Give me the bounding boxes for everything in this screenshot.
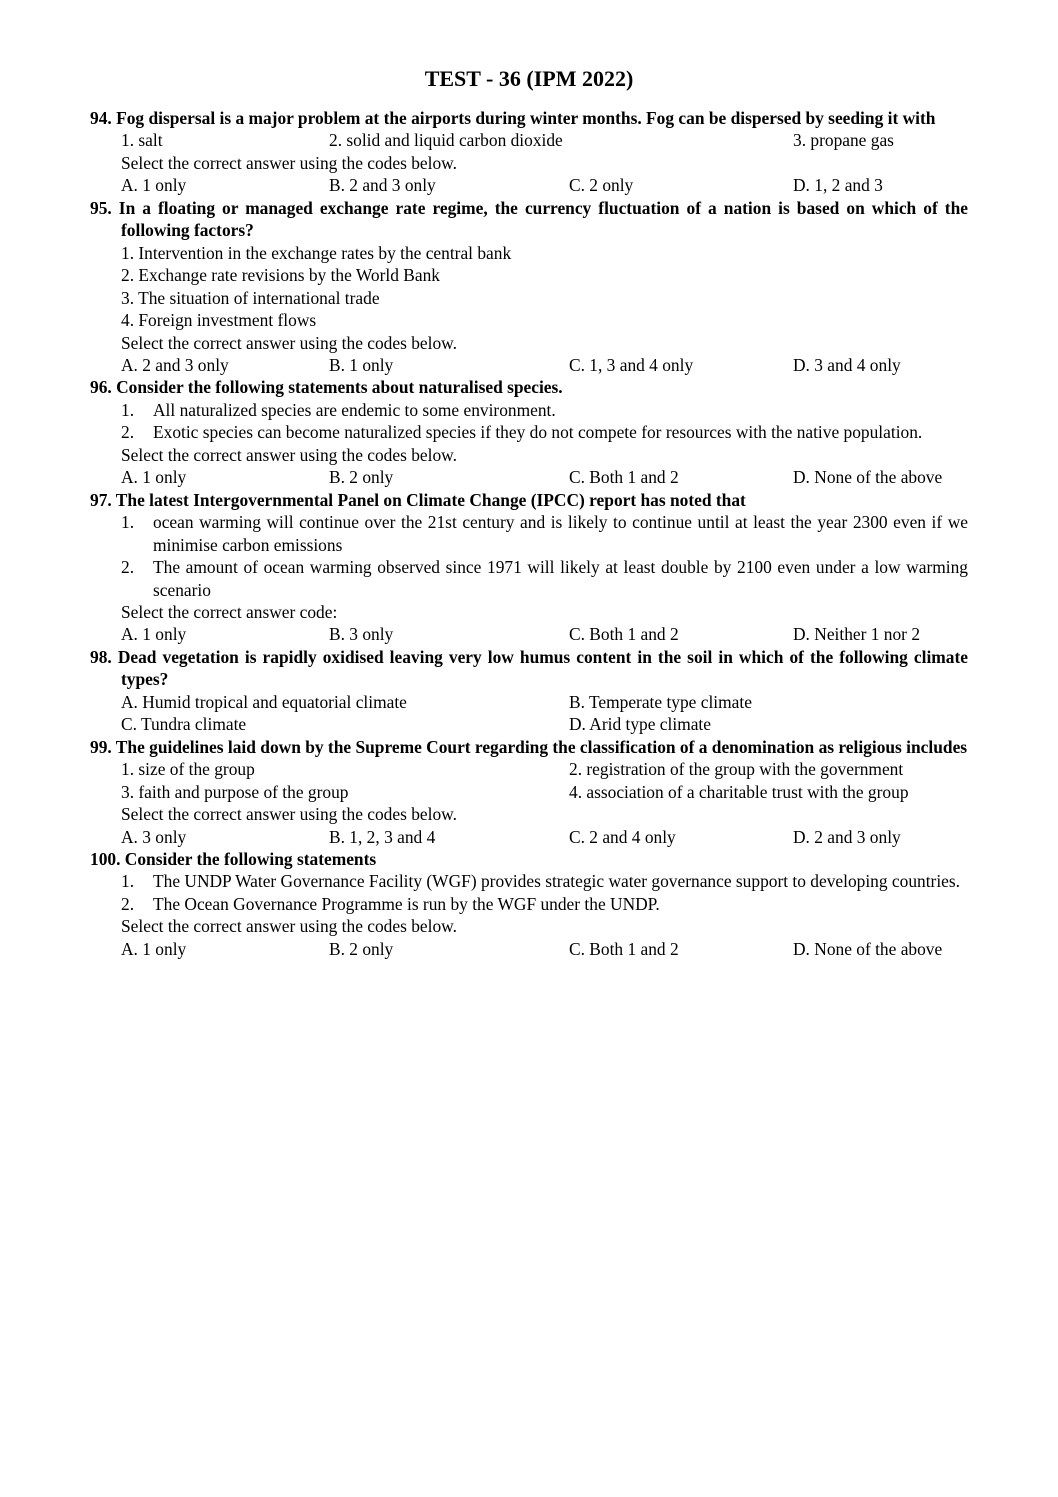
statement-text: The UNDP Water Governance Facility (WGF) provides strategic water governance support to developing countries. [153,871,961,892]
answer-option: D. Arid type climate [569,714,711,735]
answer-option: D. None of the above [793,467,943,488]
answer-options [90,691,968,713]
answer-option: C. Both 1 and 2 [569,938,679,959]
question-block [90,489,968,646]
answer-option: B. 2 only [329,467,394,488]
statement-item [90,511,968,556]
statement-text: Exotic species can become naturalized species if they do not compete for resources with the native population. [153,422,923,443]
statement-item [90,556,968,601]
statement-item: 1. salt [121,130,163,151]
statement-number: 2. [121,422,135,443]
question-number: 94. [90,108,112,128]
question-number: 98. [90,646,112,667]
items-row [90,781,968,803]
statement-item: 4. Foreign investment flows [121,310,317,331]
question-block [90,197,968,377]
question-stem [90,107,968,129]
statement-item: 2. solid and liquid carbon dioxide [329,130,563,151]
statement-item [90,870,968,892]
question-block [90,848,968,960]
statement-item: 2. Exchange rate revisions by the World Bank [121,265,440,286]
statement-item: 4. association of a charitable trust with the group [569,781,909,802]
answer-option: D. Neither 1 nor 2 [793,624,921,645]
question-text: In a floating or managed exchange rate regime, the currency fluctuation of a nation is based on which of the following factors? [118,197,968,241]
question-number: 95. [90,197,112,218]
statement-item: 3. propane gas [793,130,894,151]
items-row [90,129,968,151]
question-text: The guidelines laid down by the Supreme Court regarding the classification of a denomination as religious includes [115,736,968,757]
instruction-text: Select the correct answer code: [121,601,338,622]
statement-item [90,399,968,421]
question-stem [90,646,968,691]
question-block [90,736,968,848]
answer-option: A. 3 only [121,826,187,847]
question-block [90,646,968,736]
statement-number: 1. [121,512,135,533]
answer-option: B. 1, 2, 3 and 4 [329,826,436,847]
question-text: Consider the following statements [124,848,377,869]
answer-option: D. None of the above [793,938,943,959]
instruction-text: Select the correct answer using the codes below. [121,332,457,353]
statement-item: 1. Intervention in the exchange rates by the central bank [121,242,512,263]
question-stem [90,848,968,870]
answer-option: B. 2 and 3 only [329,175,436,196]
answer-option: B. 3 only [329,624,394,645]
answer-option: A. 1 only [121,467,187,488]
answer-option: A. 2 and 3 only [121,354,229,375]
question-text: Consider the following statements about naturalised species. [116,377,563,398]
answer-options [90,174,968,196]
statement-item: 2. registration of the group with the government [569,759,904,780]
answer-options [90,938,968,960]
answer-option: D. 1, 2 and 3 [793,175,883,196]
answer-option: C. 1, 3 and 4 only [569,354,694,375]
statement-item: 1. size of the group [121,759,255,780]
statement-text: The amount of ocean warming observed since 1971 will likely at least double by 2100 even under a low warming scenario [153,557,968,600]
question-number: 100. [90,848,121,869]
statement-text: The Ocean Governance Programme is run by the WGF under the UNDP. [153,893,660,914]
answer-option: C. 2 only [569,175,634,196]
statement-text: ocean warming will continue over the 21st century and is likely to continue until at least the year 2300 even if we minimise carbon emissions [153,512,968,555]
statement-number: 2. [121,893,135,914]
question-block [90,107,968,197]
answer-option: B. Temperate type climate [569,691,752,712]
answer-option: C. Both 1 and 2 [569,467,679,488]
answer-option: C. Both 1 and 2 [569,624,679,645]
answer-option: C. 2 and 4 only [569,826,676,847]
instruction-text: Select the correct answer using the codes below. [121,916,457,937]
statement-number: 1. [121,871,135,892]
instruction-text: Select the correct answer using the codes below. [121,804,457,825]
question-text: Dead vegetation is rapidly oxidised leaving very low humus content in the soil in which of the following climate types? [117,646,968,690]
answer-options [90,623,968,645]
statement-number: 1. [121,399,135,420]
question-text: Fog dispersal is a major problem at the airports during winter months. Fog can be dispersed by seeding it with [116,108,936,128]
statement-item: 3. The situation of international trade [121,287,380,308]
question-stem [90,376,968,398]
answer-option: A. 1 only [121,938,187,959]
question-number: 97. [90,489,112,510]
answer-option: D. 2 and 3 only [793,826,901,847]
question-stem [90,489,968,511]
statement-number: 2. [121,557,135,578]
answer-option: C. Tundra climate [121,714,247,735]
statement-item [90,421,968,443]
statement-text: All naturalized species are endemic to some environment. [153,399,556,420]
statement-item [90,893,968,915]
answer-option: B. 1 only [329,354,394,375]
question-text: The latest Intergovernmental Panel on Climate Change (IPCC) report has noted that [115,489,746,510]
question-number: 99. [90,736,112,757]
question-number: 96. [90,377,112,398]
answer-options [90,826,968,848]
answer-options [90,713,968,735]
answer-option: D. 3 and 4 only [793,354,901,375]
answer-option: A. 1 only [121,624,187,645]
question-list [90,107,968,960]
answer-options [90,354,968,376]
question-stem [90,197,968,242]
answer-option: B. 2 only [329,938,394,959]
answer-options [90,466,968,488]
question-stem [90,736,968,758]
instruction-text: Select the correct answer using the codes below. [121,444,457,465]
items-row [90,758,968,780]
question-block [90,376,968,488]
instruction-text: Select the correct answer using the codes below. [121,152,457,173]
statement-item: 3. faith and purpose of the group [121,781,349,802]
answer-option: A. Humid tropical and equatorial climate [121,691,407,712]
answer-option: A. 1 only [121,175,187,196]
page-title: TEST - 36 (IPM 2022) [424,66,634,91]
